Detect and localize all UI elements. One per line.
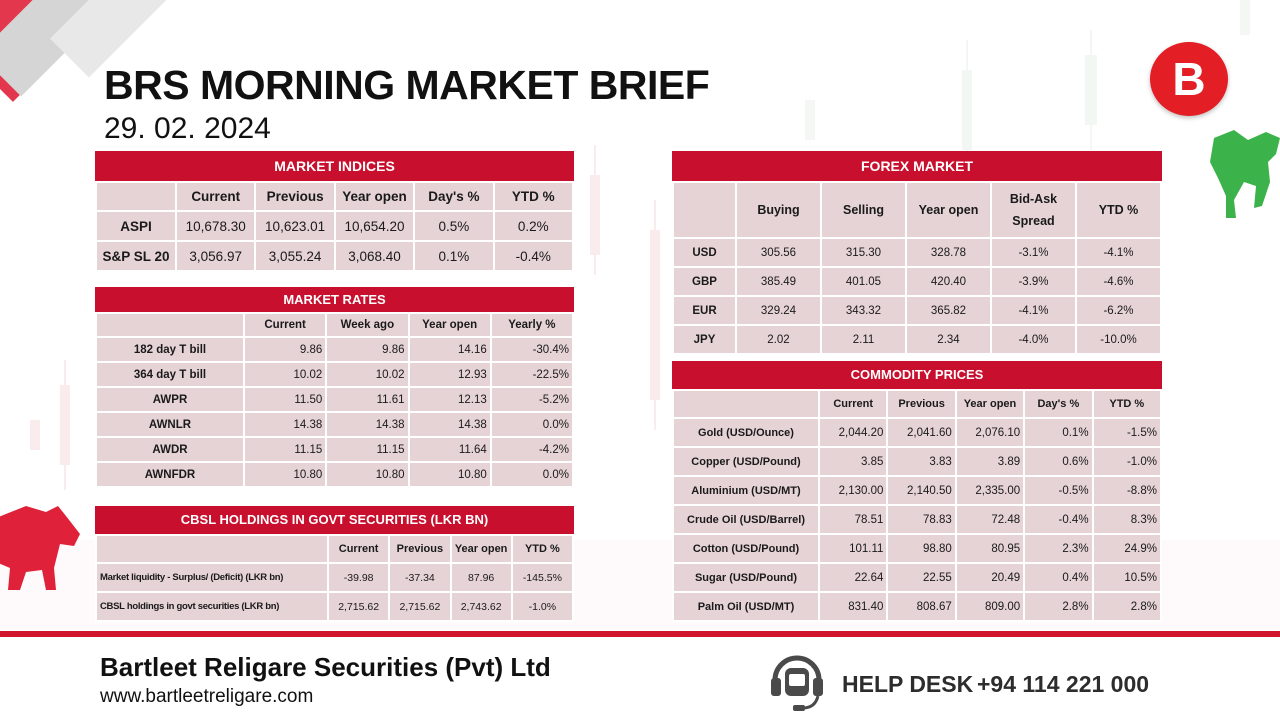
row-label: CBSL holdings in govt securities (LKR bn) <box>96 592 328 621</box>
help-desk-phone[interactable]: +94 114 221 000 <box>977 671 1150 697</box>
table-header-row <box>96 182 573 211</box>
cell-value: 14.38 <box>409 412 491 437</box>
column-header: Current <box>328 535 389 563</box>
cell-value: 343.32 <box>821 296 906 325</box>
column-header-blank <box>96 182 176 211</box>
cell-value: 315.30 <box>821 238 906 267</box>
commodity-prices-title: COMMODITY PRICES <box>672 361 1162 389</box>
row-label: ASPI <box>96 211 176 241</box>
cell-value: 80.95 <box>956 534 1024 563</box>
column-header: Year open <box>906 182 991 238</box>
column-header: YTD % <box>494 182 573 211</box>
cell-value: 10,654.20 <box>335 211 414 241</box>
cell-value: -1.5% <box>1093 418 1161 447</box>
cell-value: 809.00 <box>956 592 1024 621</box>
cell-value: -4.6% <box>1076 267 1161 296</box>
cell-value: 831.40 <box>819 592 887 621</box>
column-header-blank <box>673 390 819 418</box>
cell-value: 11.61 <box>326 387 408 412</box>
cell-value: 14.38 <box>244 412 326 437</box>
cell-value: 12.13 <box>409 387 491 412</box>
bear-icon <box>0 498 84 593</box>
cell-value: -3.1% <box>991 238 1076 267</box>
row-label: 364 day T bill <box>96 362 244 387</box>
cell-value: 365.82 <box>906 296 991 325</box>
row-label: GBP <box>673 267 736 296</box>
footer-divider <box>0 631 1280 637</box>
table-row <box>673 418 1161 447</box>
market-rates-table <box>95 312 574 488</box>
cell-value: -6.2% <box>1076 296 1161 325</box>
market-indices-table <box>95 181 574 272</box>
cell-value: 2.3% <box>1024 534 1092 563</box>
cell-value: -10.0% <box>1076 325 1161 354</box>
cell-value: -0.4% <box>1024 505 1092 534</box>
cell-value: 385.49 <box>736 267 821 296</box>
table-row <box>96 592 573 621</box>
company-name: Bartleet Religare Securities (Pvt) Ltd <box>100 652 551 682</box>
cell-value: 78.83 <box>887 505 955 534</box>
column-header-blank <box>96 535 328 563</box>
bull-icon <box>1204 118 1280 222</box>
cell-value: 0.0% <box>491 462 573 487</box>
cell-value: 10,623.01 <box>255 211 334 241</box>
cell-value: -4.2% <box>491 437 573 462</box>
cell-value: 3,068.40 <box>335 241 414 271</box>
forex-market-table <box>672 181 1162 355</box>
table-row <box>96 563 573 592</box>
column-header-blank <box>673 182 736 238</box>
table-row <box>673 296 1161 325</box>
table-row <box>673 505 1161 534</box>
cell-value: 3.83 <box>887 447 955 476</box>
cell-value: 10.02 <box>244 362 326 387</box>
row-label: Copper (USD/Pound) <box>673 447 819 476</box>
cell-value: 14.38 <box>326 412 408 437</box>
table-row <box>96 412 573 437</box>
cell-value: 14.16 <box>409 337 491 362</box>
cell-value: -1.0% <box>512 592 573 621</box>
column-header: Previous <box>887 390 955 418</box>
table-row <box>96 211 573 241</box>
cell-value: 87.96 <box>451 563 512 592</box>
cell-value: -3.9% <box>991 267 1076 296</box>
cell-value: 2.34 <box>906 325 991 354</box>
table-header-row <box>673 390 1161 418</box>
table-row <box>96 362 573 387</box>
commodity-prices-panel <box>672 361 1162 622</box>
table-header-row <box>96 535 573 563</box>
table-row <box>96 387 573 412</box>
column-header-blank <box>96 313 244 337</box>
table-row <box>673 563 1161 592</box>
row-label: Cotton (USD/Pound) <box>673 534 819 563</box>
row-label: S&P SL 20 <box>96 241 176 271</box>
cell-value: 3,055.24 <box>255 241 334 271</box>
cell-value: 12.93 <box>409 362 491 387</box>
table-row <box>96 462 573 487</box>
column-header: YTD % <box>1093 390 1161 418</box>
cell-value: -4.0% <box>991 325 1076 354</box>
cell-value: 10.80 <box>326 462 408 487</box>
column-header: Year open <box>409 313 491 337</box>
row-label: JPY <box>673 325 736 354</box>
cell-value: 0.2% <box>494 211 573 241</box>
column-header: Day's % <box>1024 390 1092 418</box>
cell-value: 2,130.00 <box>819 476 887 505</box>
cell-value: 78.51 <box>819 505 887 534</box>
market-indices-panel <box>95 151 574 272</box>
cell-value: 11.64 <box>409 437 491 462</box>
row-label: AWNFDR <box>96 462 244 487</box>
cell-value: -37.34 <box>389 563 450 592</box>
help-desk-label: HELP DESK <box>842 671 974 697</box>
table-row <box>96 337 573 362</box>
website-link[interactable]: www.bartleetreligare.com <box>100 686 314 707</box>
commodity-prices-table <box>672 389 1162 622</box>
cell-value: 2,140.50 <box>887 476 955 505</box>
cell-value: 2,041.60 <box>887 418 955 447</box>
cell-value: -0.5% <box>1024 476 1092 505</box>
cell-value: 9.86 <box>244 337 326 362</box>
table-header-row <box>673 182 1161 238</box>
column-header: YTD % <box>512 535 573 563</box>
logo-letter: B <box>1172 53 1206 105</box>
row-label: Gold (USD/Ounce) <box>673 418 819 447</box>
column-header: Yearly % <box>491 313 573 337</box>
row-label: Crude Oil (USD/Barrel) <box>673 505 819 534</box>
cell-value: 0.1% <box>1024 418 1092 447</box>
cell-value: 10.5% <box>1093 563 1161 592</box>
cell-value: -4.1% <box>991 296 1076 325</box>
cell-value: 24.9% <box>1093 534 1161 563</box>
cell-value: 2,715.62 <box>389 592 450 621</box>
column-header: Current <box>176 182 255 211</box>
column-header: Previous <box>255 182 334 211</box>
cell-value: 10.02 <box>326 362 408 387</box>
market-rates-title: MARKET RATES <box>95 287 574 312</box>
row-label: Sugar (USD/Pound) <box>673 563 819 592</box>
row-label: Aluminium (USD/MT) <box>673 476 819 505</box>
cell-value: 2,743.62 <box>451 592 512 621</box>
cbsl-holdings-table <box>95 534 574 622</box>
cell-value: 22.64 <box>819 563 887 592</box>
table-row <box>673 592 1161 621</box>
table-row <box>673 267 1161 296</box>
table-row <box>96 241 573 271</box>
column-header: Day's % <box>414 182 493 211</box>
table-row <box>673 447 1161 476</box>
column-header: Current <box>244 313 326 337</box>
row-label: AWDR <box>96 437 244 462</box>
cell-value: 22.55 <box>887 563 955 592</box>
column-header: Buying <box>736 182 821 238</box>
report-date: 29. 02. 2024 <box>104 112 271 145</box>
market-indices-title: MARKET INDICES <box>95 151 574 181</box>
column-header: YTD % <box>1076 182 1161 238</box>
cell-value: 305.56 <box>736 238 821 267</box>
cell-value: -8.8% <box>1093 476 1161 505</box>
page-title: BRS MORNING MARKET BRIEF <box>104 62 710 108</box>
cell-value: 420.40 <box>906 267 991 296</box>
cell-value: 9.86 <box>326 337 408 362</box>
cell-value: 2,335.00 <box>956 476 1024 505</box>
table-header-row <box>96 313 573 337</box>
cell-value: 10,678.30 <box>176 211 255 241</box>
cell-value: 328.78 <box>906 238 991 267</box>
cell-value: 8.3% <box>1093 505 1161 534</box>
table-row <box>673 325 1161 354</box>
cell-value: 0.6% <box>1024 447 1092 476</box>
cell-value: 101.11 <box>819 534 887 563</box>
row-label: EUR <box>673 296 736 325</box>
cell-value: 0.0% <box>491 412 573 437</box>
cell-value: -5.2% <box>491 387 573 412</box>
cell-value: 0.5% <box>414 211 493 241</box>
row-label: USD <box>673 238 736 267</box>
cell-value: 401.05 <box>821 267 906 296</box>
cell-value: -4.1% <box>1076 238 1161 267</box>
cell-value: -0.4% <box>494 241 573 271</box>
cell-value: 2,715.62 <box>328 592 389 621</box>
table-row <box>673 238 1161 267</box>
cell-value: 329.24 <box>736 296 821 325</box>
column-header: Selling <box>821 182 906 238</box>
column-header: Previous <box>389 535 450 563</box>
cell-value: 72.48 <box>956 505 1024 534</box>
table-row <box>673 476 1161 505</box>
brand-logo <box>1150 42 1228 116</box>
cell-value: 11.50 <box>244 387 326 412</box>
column-header: Current <box>819 390 887 418</box>
cell-value: 0.1% <box>414 241 493 271</box>
cell-value: 3.89 <box>956 447 1024 476</box>
row-label: AWPR <box>96 387 244 412</box>
cell-value: 2.8% <box>1093 592 1161 621</box>
row-label: AWNLR <box>96 412 244 437</box>
cell-value: 2,076.10 <box>956 418 1024 447</box>
forex-market-panel <box>672 151 1162 355</box>
column-header: Year open <box>335 182 414 211</box>
cell-value: 2,044.20 <box>819 418 887 447</box>
cell-value: 11.15 <box>244 437 326 462</box>
column-header: Week ago <box>326 313 408 337</box>
cell-value: 2.11 <box>821 325 906 354</box>
cbsl-holdings-title: CBSL HOLDINGS IN GOVT SECURITIES (LKR BN) <box>95 506 574 534</box>
table-row <box>673 534 1161 563</box>
cell-value: 10.80 <box>409 462 491 487</box>
row-label: 182 day T bill <box>96 337 244 362</box>
forex-market-title: FOREX MARKET <box>672 151 1162 181</box>
table-row <box>96 437 573 462</box>
cell-value: -30.4% <box>491 337 573 362</box>
cell-value: 10.80 <box>244 462 326 487</box>
cell-value: 2.8% <box>1024 592 1092 621</box>
market-rates-panel <box>95 287 574 488</box>
cell-value: 808.67 <box>887 592 955 621</box>
column-header: Year open <box>956 390 1024 418</box>
headset-icon <box>767 650 827 712</box>
row-label: Market liquidity - Surplus/ (Deficit) (LKR bn) <box>96 563 328 592</box>
column-header: Year open <box>451 535 512 563</box>
cell-value: -1.0% <box>1093 447 1161 476</box>
cbsl-holdings-panel <box>95 506 574 622</box>
cell-value: 3.85 <box>819 447 887 476</box>
cell-value: 3,056.97 <box>176 241 255 271</box>
row-label: Palm Oil (USD/MT) <box>673 592 819 621</box>
cell-value: 20.49 <box>956 563 1024 592</box>
cell-value: 98.80 <box>887 534 955 563</box>
cell-value: -22.5% <box>491 362 573 387</box>
cell-value: -39.98 <box>328 563 389 592</box>
cell-value: 11.15 <box>326 437 408 462</box>
column-header: Bid-Ask Spread <box>991 182 1076 238</box>
cell-value: 2.02 <box>736 325 821 354</box>
cell-value: -145.5% <box>512 563 573 592</box>
cell-value: 0.4% <box>1024 563 1092 592</box>
